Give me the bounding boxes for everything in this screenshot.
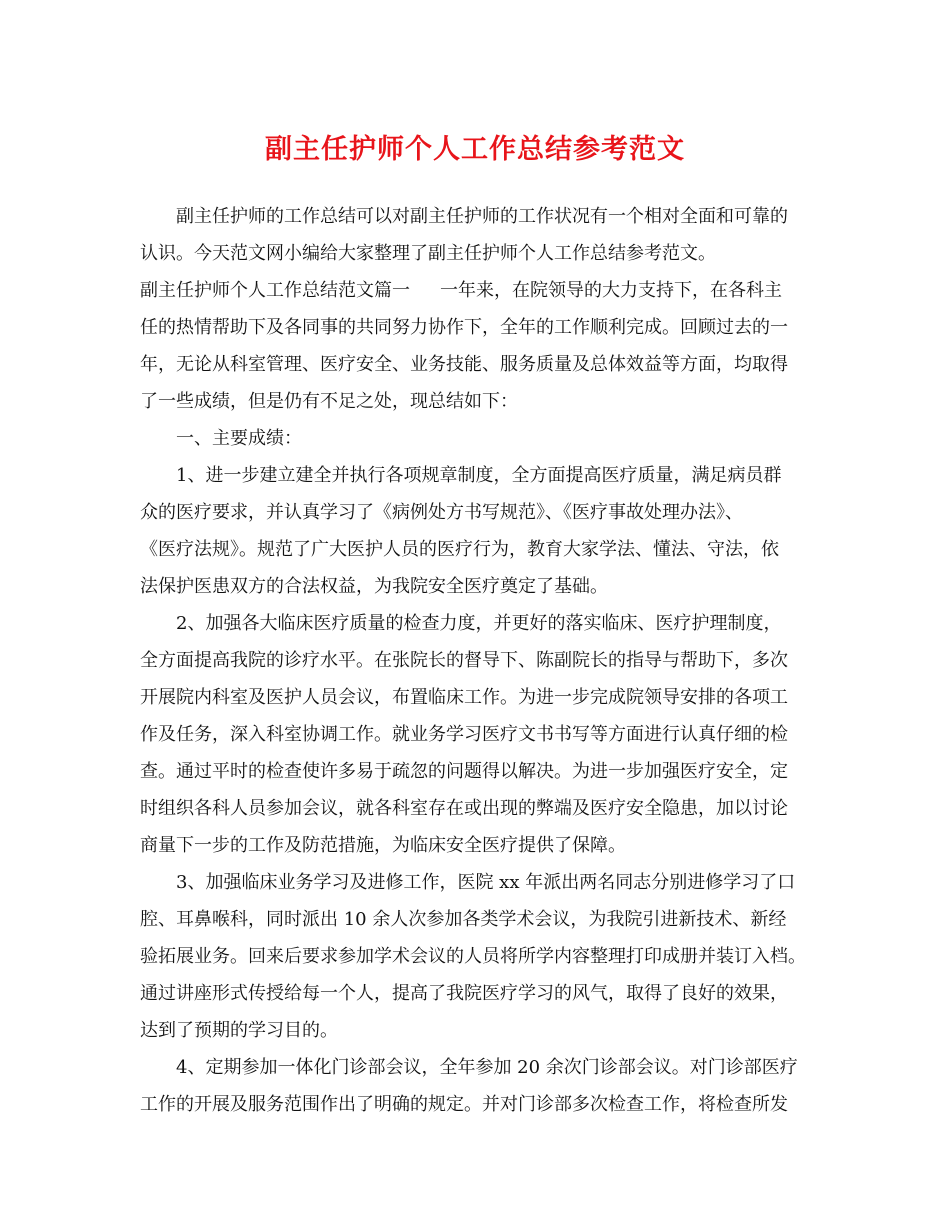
paragraph-line: 腔、耳鼻喉科，同时派出 10 余人次参加各类学术会议，为我院引进新技术、新经 bbox=[140, 909, 787, 930]
section-heading: 副主任护师个人工作总结范文篇一 bbox=[140, 280, 410, 301]
paragraph-line: 时组织各科人员参加会议，就各科室存在或出现的弊端及医疗安全隐患，加以讨论 bbox=[140, 798, 788, 819]
paragraph-line: 任的热情帮助下及各同事的共同努力协作下，全年的工作顺利完成。回顾过去的一 bbox=[140, 317, 788, 338]
paragraph-line: 法保护医患双方的合法权益，为我院安全医疗奠定了基础。 bbox=[140, 576, 608, 597]
paragraph-line: 2、加强各大临床医疗质量的检查力度，并更好的落实临床、医疗护理制度， bbox=[176, 613, 782, 634]
paragraph-line: 验拓展业务。回来后要求参加学术会议的人员将所学内容整理打印成册并装订入档。 bbox=[140, 946, 806, 967]
paragraph-line: 通过讲座形式传授给每一个人，提高了我院医疗学习的风气，取得了良好的效果， bbox=[140, 983, 788, 1004]
page-title: 副主任护师个人工作总结参考范文 bbox=[265, 134, 685, 165]
paragraph-line: 年，无论从科室管理、医疗安全、业务技能、服务质量及总体效益等方面，均取得 bbox=[140, 354, 788, 375]
section-first-line: 一年来，在院领导的大力支持下，在各科主 bbox=[440, 280, 782, 301]
paragraph-line: 《医疗法规》。规范了广大医护人员的医疗行为，教育大家学法、懂法、守法，依 bbox=[140, 539, 779, 560]
paragraph-line: 达到了预期的学习目的。 bbox=[140, 1020, 338, 1041]
paragraph-line: 商量下一步的工作及防范措施，为临床安全医疗提供了保障。 bbox=[140, 835, 626, 856]
document-body bbox=[140, 198, 812, 1123]
paragraph-line: 查。通过平时的检查使许多易于疏忽的问题得以解决。为进一步加强医疗安全，定 bbox=[140, 761, 788, 782]
paragraph-line: 开展院内科室及医护人员会议，布置临床工作。为进一步完成院领导安排的各项工 bbox=[140, 687, 788, 708]
paragraph-line: 1、进一步建立建全并执行各项规章制度，全方面提高医疗质量，满足病员群 bbox=[176, 465, 782, 486]
paragraph-line: 认识。今天范文网小编给大家整理了副主任护师个人工作总结参考范文。 bbox=[140, 243, 716, 264]
paragraph-line: 副主任护师的工作总结可以对副主任护师的工作状况有一个相对全面和可靠的 bbox=[176, 206, 788, 227]
paragraph-line: 全方面提高我院的诊疗水平。在张院长的督导下、陈副院长的指导与帮助下，多次 bbox=[140, 650, 788, 671]
subheading: 一、主要成绩： bbox=[176, 428, 302, 449]
paragraph-line: 了一些成绩，但是仍有不足之处，现总结如下： bbox=[140, 391, 518, 412]
paragraph-line: 4、定期参加一体化门诊部会议，全年参加 20 余次门诊部会议。对门诊部医疗 bbox=[176, 1057, 798, 1078]
paragraph-line: 众的医疗要求，并认真学习了《病例处方书写规范》、《医疗事故处理办法》、 bbox=[140, 502, 743, 523]
paragraph-line: 作及任务，深入科室协调工作。就业务学习医疗文书书写等方面进行认真仔细的检 bbox=[140, 724, 788, 745]
paragraph-line: 工作的开展及服务范围作出了明确的规定。并对门诊部多次检查工作，将检查所发 bbox=[140, 1094, 788, 1115]
paragraph-line: 3、加强临床业务学习及进修工作，医院 xx 年派出两名同志分别进修学习了口 bbox=[176, 872, 796, 893]
section-heading-line bbox=[140, 272, 812, 309]
